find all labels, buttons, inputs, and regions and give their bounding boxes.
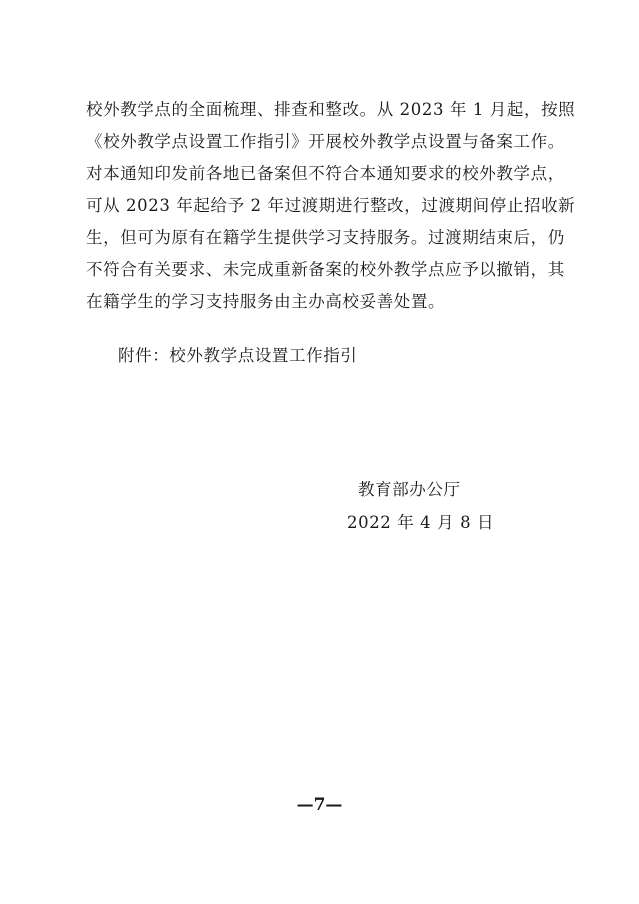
body-line-3: 对本通知印发前各地已备案但不符合本通知要求的校外教学点，	[86, 164, 565, 183]
body-line-5: 生，但可为原有在籍学生提供学习支持服务。过渡期结束后，仍	[86, 228, 565, 247]
body-line-1: 校外教学点的全面梳理、排查和整改。从 2023 年 1 月起，按照	[86, 100, 576, 119]
page-number: —7—	[296, 795, 343, 815]
body-line-7: 在籍学生的学习支持服务由主办高校妥善处置。	[86, 292, 446, 311]
issuer-signature: 教育部办公厅	[358, 480, 461, 499]
issue-date: 2022 年 4 月 8 日	[347, 513, 495, 532]
body-line-6: 不符合有关要求、未完成重新备案的校外教学点应予以撤销，其	[86, 260, 565, 279]
body-line-2: 《校外教学点设置工作指引》开展校外教学点设置与备案工作。	[86, 132, 565, 151]
attachment-note: 附件：校外教学点设置工作指引	[118, 346, 358, 365]
body-paragraph	[86, 94, 576, 318]
body-line-4: 可从 2023 年起给予 2 年过渡期进行整改，过渡期间停止招收新	[86, 196, 576, 215]
